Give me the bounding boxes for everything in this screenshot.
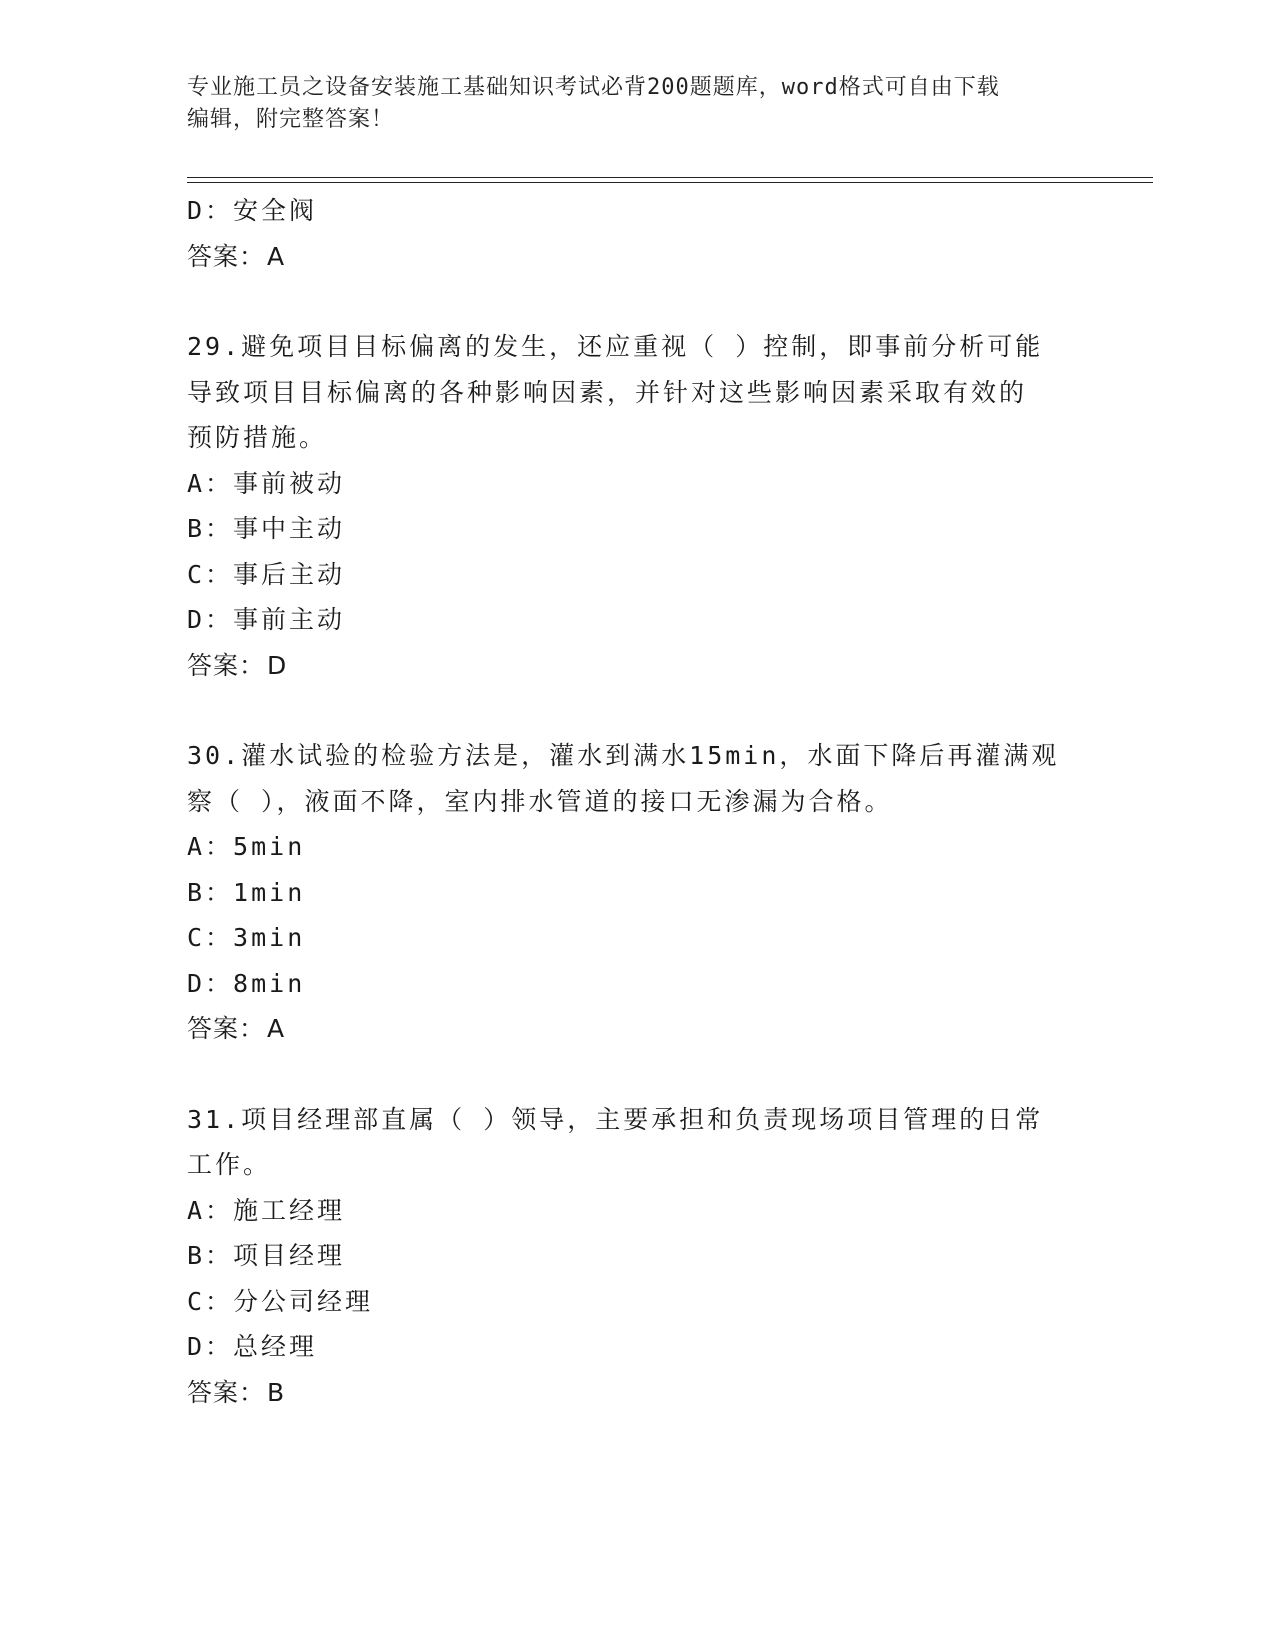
option-b: B：1min [187,877,306,907]
answer-label: 答案： [187,241,266,271]
option-b: B：项目经理 [187,1241,346,1270]
option-a: A：事前被动 [187,468,346,498]
question-text: 31.项目经理部直属（ ）领导，主要承担和负责现场项目管理的日常 [187,1104,1044,1134]
question-text: 预防措施。 [187,423,328,452]
answer-line [187,643,1067,689]
header-title-line-2: 编辑，附完整答案！ [187,107,395,132]
question-block-29 [187,324,1067,688]
answer-line [187,234,1067,280]
question-text: 30.灌水试验的检验方法是，灌水到满水15min，水面下降后再灌满观 [187,741,1060,770]
option-d: D：8min [187,968,306,998]
answer-value: D [267,650,288,680]
answer-value: B [267,1377,286,1407]
answer-label: 答案： [187,1014,266,1043]
question-text: 29.避免项目目标偏离的发生，还应重视（ ）控制，即事前分析可能 [187,332,1044,361]
answer-value: A [267,1014,286,1043]
document-body [187,188,1067,1415]
question-block-31 [187,1097,1067,1416]
answer-value: A [267,241,286,271]
option-c: C：3min [187,923,306,952]
header-divider-bottom [187,182,1153,183]
document-header [187,72,1067,136]
option-d: D：事前主动 [187,605,346,634]
spacer [187,1052,1067,1097]
answer-label: 答案： [187,650,266,680]
option-c: C：分公司经理 [187,1286,374,1316]
question-text: 察（ ），液面不降，室内排水管道的接口无渗漏为合格。 [187,786,893,816]
answer-line [187,1006,1067,1052]
option-a: A：5min [187,832,306,861]
option-a: A：施工经理 [187,1195,346,1225]
answer-label: 答案： [187,1377,266,1407]
option-d: D：安全阀 [187,196,318,225]
option-b: B：事中主动 [187,514,346,543]
spacer [187,688,1067,733]
option-c: C：事后主动 [187,559,346,589]
question-text: 工作。 [187,1150,272,1179]
answer-line [187,1370,1067,1416]
header-title-line-1: 专业施工员之设备安装施工基础知识考试必背200题题库，word格式可自由下载 [187,75,1000,100]
question-block-30 [187,733,1067,1052]
question-text: 导致项目目标偏离的各种影响因素，并针对这些影响因素采取有效的 [187,377,1028,407]
option-d: D：总经理 [187,1332,318,1361]
spacer [187,279,1067,324]
header-divider-top [187,177,1153,178]
